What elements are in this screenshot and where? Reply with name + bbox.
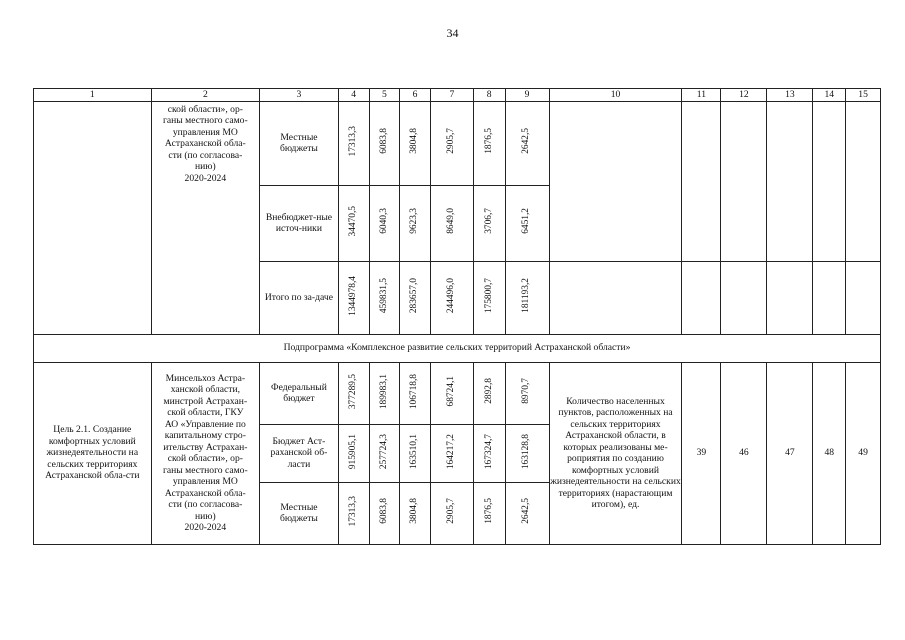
- target-value: 48: [813, 362, 846, 544]
- header-cell: 10: [549, 89, 682, 102]
- header-cell: 4: [338, 89, 369, 102]
- value-cell: [473, 424, 505, 482]
- value-cell: [338, 424, 369, 482]
- indicator-cell-empty: [549, 101, 682, 261]
- table-row: [34, 101, 881, 185]
- value-text: 17313,3: [348, 126, 359, 157]
- funding-source: [260, 101, 339, 185]
- value-cell: [369, 362, 400, 424]
- target-cell-empty: [846, 261, 881, 334]
- value-cell: [369, 261, 400, 334]
- value-cell: [430, 424, 473, 482]
- value-text: 283657,0: [409, 278, 420, 314]
- value-cell: [473, 261, 505, 334]
- value-text: 6451,2: [521, 208, 532, 235]
- target-cell-empty: [767, 101, 813, 261]
- value-text: 9623,3: [409, 208, 420, 235]
- value-text: 3804,8: [409, 498, 420, 525]
- value-cell: [369, 424, 400, 482]
- target-cell-empty: [813, 101, 846, 261]
- indicator-cell-empty: [549, 261, 682, 334]
- value-cell: [369, 482, 400, 544]
- target-value: 46: [721, 362, 767, 544]
- value-text: 8970,7: [521, 378, 532, 405]
- header-cell: 8: [473, 89, 505, 102]
- value-cell: [400, 362, 431, 424]
- executor-cell: [151, 101, 259, 334]
- funding-source-label: Местные бюджеты: [280, 501, 318, 524]
- header-cell: 3: [260, 89, 339, 102]
- header-cell: 7: [430, 89, 473, 102]
- funding-source: [260, 261, 339, 334]
- goal-cell: [34, 362, 152, 544]
- value-text: 6040,3: [378, 208, 389, 235]
- funding-source: [260, 185, 339, 261]
- value-cell: [338, 261, 369, 334]
- indicator-text: Количество населенных пунктов, расположенных на сельских территориях Астраханской области, в которых реализованы ме-роприятия по созданию комфортных условий жизнедеятельности на сельских территориях (нарастающим итогом), ед.: [550, 395, 681, 510]
- target-value: 47: [767, 362, 813, 544]
- value-text: 189983,1: [378, 373, 389, 409]
- value-cell: [369, 101, 400, 185]
- value-cell: [400, 482, 431, 544]
- header-row: [34, 89, 881, 102]
- value-text: 181193,2: [521, 278, 532, 314]
- value-text: 3804,8: [409, 128, 420, 155]
- value-text: 163510,1: [409, 433, 420, 469]
- goal-text: Цель 2.1. Создание комфортных условий жизнедеятельности на сельских территориях Астраханской обла-сти: [45, 424, 140, 482]
- value-cell: [400, 185, 431, 261]
- value-cell: [430, 261, 473, 334]
- value-cell: [430, 362, 473, 424]
- header-cell: 13: [767, 89, 813, 102]
- target-cell-empty: [682, 261, 721, 334]
- value-cell: [338, 101, 369, 185]
- value-text: 2892,8: [483, 378, 494, 405]
- value-text: 6083,8: [378, 498, 389, 525]
- value-text: 68724,1: [446, 376, 457, 407]
- target-value: 39: [682, 362, 721, 544]
- value-text: 175800,7: [483, 278, 494, 314]
- value-cell: [430, 185, 473, 261]
- value-text: 257724,3: [378, 433, 389, 469]
- value-text: 1876,5: [483, 498, 494, 525]
- header-cell: 11: [682, 89, 721, 102]
- header-cell: 9: [505, 89, 549, 102]
- header-cell: 2: [151, 89, 259, 102]
- value-text: 377289,5: [348, 373, 359, 409]
- program-table: [33, 88, 881, 545]
- value-cell: [338, 482, 369, 544]
- value-cell: [505, 101, 549, 185]
- value-text: 17313,3: [348, 496, 359, 527]
- value-text: 34470,5: [348, 206, 359, 237]
- value-cell: [473, 101, 505, 185]
- executor-text: Минсельхоз Астра- ханской области, минстрой Астрахан- ской области, ГКУ АО «Управление по капитальному стро- ительству Астрахан- ской области», ор- ганы местного само- управления МО Астраханской обла- сти (по согласова- нию) 2020-2024: [162, 372, 248, 533]
- header-cell: 6: [400, 89, 431, 102]
- value-cell: [400, 261, 431, 334]
- target-cell-empty: [846, 101, 881, 261]
- value-text: 915905,1: [348, 433, 359, 469]
- value-text: 244496,0: [446, 278, 457, 314]
- value-text: 2642,5: [521, 498, 532, 525]
- page-number: 34: [446, 26, 459, 40]
- value-text: 1876,5: [483, 128, 494, 155]
- header-cell: 5: [369, 89, 400, 102]
- value-text: 459831,5: [378, 278, 389, 314]
- target-cell-empty: [813, 261, 846, 334]
- table-row: [34, 362, 881, 424]
- target-cell-empty: [682, 101, 721, 261]
- funding-source: [260, 482, 339, 544]
- funding-source: [260, 424, 339, 482]
- value-text: 6083,8: [378, 128, 389, 155]
- subprogram-title: Подпрограмма «Комплексное развитие сельских территорий Астраханской области»: [34, 334, 881, 362]
- value-cell: [473, 482, 505, 544]
- subprogram-row: [34, 334, 881, 362]
- value-text: 164217,2: [446, 433, 457, 469]
- executor-text: ской области», ор- ганы местного само- управления МО Астраханской обла- сти (по согласова- нию) 2020-2024: [162, 103, 248, 184]
- value-cell: [473, 362, 505, 424]
- value-cell: [505, 424, 549, 482]
- value-cell: [338, 185, 369, 261]
- goal-cell-empty: [34, 101, 152, 334]
- value-cell: [400, 424, 431, 482]
- value-text: 106718,8: [409, 373, 420, 409]
- funding-source-label: Итого по за-даче: [264, 291, 333, 303]
- value-text: 2905,7: [446, 128, 457, 155]
- value-text: 163128,8: [521, 433, 532, 469]
- value-cell: [338, 362, 369, 424]
- value-cell: [430, 101, 473, 185]
- target-cell-empty: [721, 101, 767, 261]
- funding-source-label: Бюджет Аст-раханской об-ласти: [270, 435, 328, 470]
- value-text: 1344978,4: [348, 275, 359, 316]
- header-cell: 12: [721, 89, 767, 102]
- target-cell-empty: [721, 261, 767, 334]
- target-value: 49: [846, 362, 881, 544]
- value-text: 8649,0: [446, 208, 457, 235]
- value-cell: [473, 185, 505, 261]
- value-cell: [369, 185, 400, 261]
- funding-source: [260, 362, 339, 424]
- header-cell: 1: [34, 89, 152, 102]
- indicator-cell: [549, 362, 682, 544]
- value-cell: [505, 482, 549, 544]
- value-cell: [430, 482, 473, 544]
- value-cell: [400, 101, 431, 185]
- funding-source-label: Федеральный бюджет: [270, 381, 327, 404]
- funding-source-label: Местные бюджеты: [280, 131, 318, 154]
- header-cell: 14: [813, 89, 846, 102]
- value-text: 167324,7: [483, 433, 494, 469]
- value-text: 3706,7: [483, 208, 494, 235]
- value-text: 2642,5: [521, 128, 532, 155]
- target-cell-empty: [767, 261, 813, 334]
- value-text: 2905,7: [446, 498, 457, 525]
- executor-cell: [151, 362, 259, 544]
- value-cell: [505, 261, 549, 334]
- funding-source-label: Внебюджет-ные источ-ники: [265, 211, 333, 234]
- header-cell: 15: [846, 89, 881, 102]
- value-cell: [505, 185, 549, 261]
- value-cell: [505, 362, 549, 424]
